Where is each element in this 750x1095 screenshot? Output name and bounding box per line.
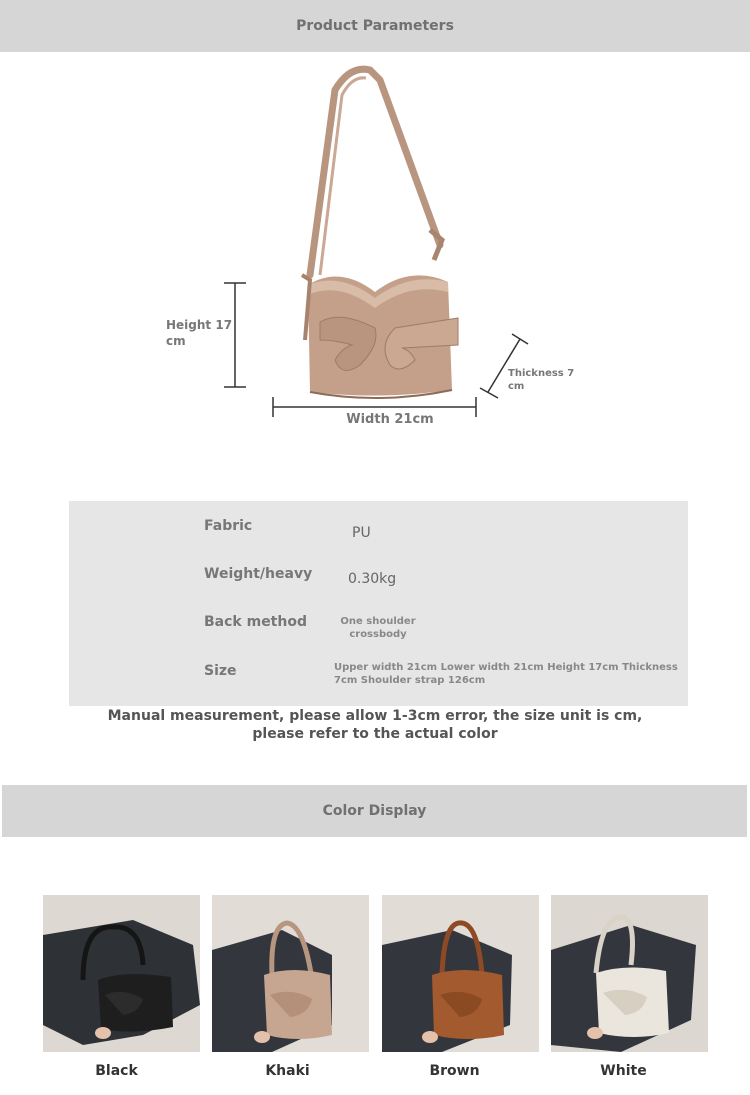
product-parameters-title: Product Parameters [296,18,454,34]
weight-label: Weight/heavy [204,566,313,582]
color-swatch-brown[interactable] [382,895,539,1052]
fabric-value: PU [352,525,371,541]
color-swatch-khaki[interactable] [212,895,369,1052]
color-display-title: Color Display [322,803,427,819]
khaki-bag-image [212,895,369,1052]
fabric-label: Fabric [204,518,253,534]
color-label-black: Black [95,1063,138,1079]
parameters-table [69,501,688,706]
product-bag-image [280,60,480,405]
color-swatch-white[interactable] [551,895,708,1052]
back-method-label: Back method [204,614,307,630]
weight-value: 0.30kg [348,571,397,587]
color-label-khaki: Khaki [265,1063,310,1079]
black-bag-image [43,895,200,1052]
thickness-label: Thickness 7 cm [508,368,575,392]
color-display-header [2,785,747,837]
size-label: Size [204,663,237,679]
measurement-note: Manual measurement, please allow 1-3cm error, the size unit is cm, please refer to the actual color [107,708,643,742]
width-label: Width 21cm [346,412,434,427]
white-bag-image [551,895,708,1052]
color-label-white: White [600,1063,647,1079]
product-parameters-header [0,0,750,52]
back-method-value: One shoulder crossbody [340,616,416,640]
size-value: Upper width 21cm Lower width 21cm Height 17cm Thickness 7cm Shoulder strap 126cm [334,662,678,686]
height-label: Height 17 cm [166,318,233,348]
brown-bag-image [382,895,539,1052]
color-swatch-black[interactable] [43,895,200,1052]
color-label-brown: Brown [429,1063,480,1079]
